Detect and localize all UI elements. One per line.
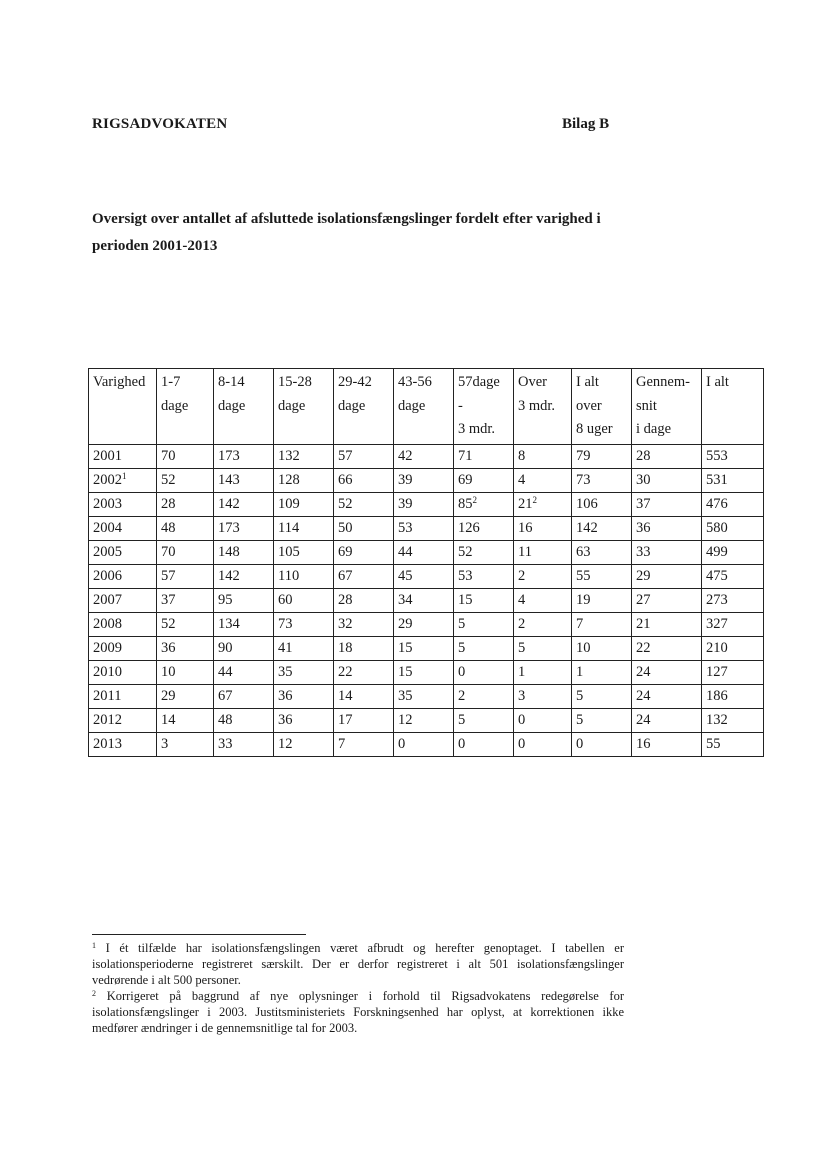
value-cell: 73 — [274, 612, 334, 636]
table-row — [89, 636, 764, 660]
value-cell: 48 — [157, 516, 214, 540]
value-cell: 44 — [214, 660, 274, 684]
value-cell: 70 — [157, 540, 214, 564]
isolation-table — [88, 368, 764, 757]
column-header-line: 3 mdr. — [518, 397, 556, 414]
value-cell: 2 — [454, 684, 514, 708]
value-cell: 24 — [632, 684, 702, 708]
value-cell: 53 — [394, 516, 454, 540]
column-header — [394, 369, 454, 445]
table-row — [89, 468, 764, 492]
value-cell: 29 — [632, 564, 702, 588]
value-cell: 52 — [334, 492, 394, 516]
value-cell: 18 — [334, 636, 394, 660]
value-cell: 36 — [274, 708, 334, 732]
value-cell: 32 — [334, 612, 394, 636]
value-cell: 5 — [454, 612, 514, 636]
value-cell: 114 — [274, 516, 334, 540]
value-cell: 14 — [157, 708, 214, 732]
value-cell: 24 — [632, 708, 702, 732]
value-cell: 55 — [572, 564, 632, 588]
table-row — [89, 612, 764, 636]
value-cell: 148 — [214, 540, 274, 564]
value-cell: 128 — [274, 468, 334, 492]
column-header-line: I alt — [706, 374, 729, 390]
value-cell: 173 — [214, 444, 274, 468]
value-cell: 69 — [334, 540, 394, 564]
value-cell: 52 — [157, 612, 214, 636]
table-row — [89, 444, 764, 468]
table-row — [89, 708, 764, 732]
value-cell: 5 — [514, 636, 572, 660]
column-header-line: 29-42 — [338, 374, 372, 390]
footnotes — [92, 940, 624, 1036]
value-cell: 33 — [632, 540, 702, 564]
column-header-line: dage — [278, 397, 306, 414]
value-cell: 52 — [157, 468, 214, 492]
table-row — [89, 492, 764, 516]
value-cell: 10 — [572, 636, 632, 660]
column-header-line: over — [576, 397, 602, 414]
value-cell: 60 — [274, 588, 334, 612]
table-row — [89, 660, 764, 684]
value-cell: 35 — [394, 684, 454, 708]
column-header-line: I alt — [576, 374, 599, 390]
value-cell: 7 — [572, 612, 632, 636]
value-cell: 553 — [702, 444, 764, 468]
footnote-2: $^2$ Korrigeret på baggrund af nye oplysninger i forhold til Rigsadvokatens redegørelse for isolationsfængslinger i 2003. Justitsministeriets Forskningsenhed har oplyst, at korrektionen ikke medfører ændringer i de gennemsnitlige tal for 2003. — [92, 989, 625, 1035]
value-cell: 173 — [214, 516, 274, 540]
year-cell: 2009 — [89, 636, 157, 660]
year-cell: 2007 — [89, 588, 157, 612]
value-cell: 10 — [157, 660, 214, 684]
value-cell: 8 — [514, 444, 572, 468]
column-header-line: - — [458, 397, 463, 414]
value-cell: 142 — [214, 564, 274, 588]
value-cell: 0 — [514, 708, 572, 732]
value-cell: 1 — [572, 660, 632, 684]
value-cell: 16 — [632, 732, 702, 756]
table-header-row — [89, 369, 764, 445]
value-cell: 109 — [274, 492, 334, 516]
value-cell: $21^2$ — [514, 492, 572, 516]
column-header-line: 3 mdr. — [458, 421, 496, 437]
value-cell: 67 — [214, 684, 274, 708]
column-header — [632, 369, 702, 445]
value-cell: 580 — [702, 516, 764, 540]
value-cell: 5 — [572, 684, 632, 708]
value-cell: 17 — [334, 708, 394, 732]
value-cell: 475 — [702, 564, 764, 588]
table-row — [89, 564, 764, 588]
value-cell: 36 — [632, 516, 702, 540]
column-header-line: 43-56 — [398, 374, 432, 390]
header-organization: RIGSADVOKATEN — [92, 116, 228, 132]
table-row — [89, 588, 764, 612]
value-cell: 186 — [702, 684, 764, 708]
column-header-line: snit — [636, 397, 657, 414]
value-cell: 41 — [274, 636, 334, 660]
value-cell: 50 — [334, 516, 394, 540]
column-header — [89, 369, 157, 445]
year-cell: 2013 — [89, 732, 157, 756]
value-cell: 55 — [702, 732, 764, 756]
value-cell: 105 — [274, 540, 334, 564]
value-cell: 73 — [572, 468, 632, 492]
value-cell: 132 — [274, 444, 334, 468]
column-header — [702, 369, 764, 445]
value-cell: 143 — [214, 468, 274, 492]
column-header-line: dage — [398, 397, 426, 414]
value-cell: 1 — [514, 660, 572, 684]
value-cell: 33 — [214, 732, 274, 756]
value-cell: 36 — [274, 684, 334, 708]
year-cell: 2012 — [89, 708, 157, 732]
value-cell: 28 — [334, 588, 394, 612]
table-row — [89, 732, 764, 756]
column-header-line: dage — [161, 397, 189, 414]
value-cell: 0 — [394, 732, 454, 756]
value-cell: 126 — [454, 516, 514, 540]
value-cell: 14 — [334, 684, 394, 708]
value-cell: 12 — [274, 732, 334, 756]
header-appendix-label: Bilag B — [562, 116, 610, 132]
value-cell: 142 — [214, 492, 274, 516]
column-header — [334, 369, 394, 445]
value-cell: 5 — [454, 708, 514, 732]
value-cell: $85^2$ — [454, 492, 514, 516]
year-cell: 2005 — [89, 540, 157, 564]
value-cell: 3 — [157, 732, 214, 756]
year-cell: 2008 — [89, 612, 157, 636]
value-cell: 15 — [394, 660, 454, 684]
value-cell: 90 — [214, 636, 274, 660]
value-cell: 39 — [394, 468, 454, 492]
value-cell: 0 — [454, 732, 514, 756]
value-cell: 15 — [454, 588, 514, 612]
value-cell: 69 — [454, 468, 514, 492]
year-cell: 2006 — [89, 564, 157, 588]
value-cell: 53 — [454, 564, 514, 588]
column-header — [572, 369, 632, 445]
value-cell: 7 — [334, 732, 394, 756]
value-cell: 134 — [214, 612, 274, 636]
column-header-line: 15-28 — [278, 374, 312, 390]
value-cell: 67 — [334, 564, 394, 588]
table-row — [89, 684, 764, 708]
value-cell: 28 — [632, 444, 702, 468]
column-header-line: 8-14 — [218, 374, 245, 390]
value-cell: 24 — [632, 660, 702, 684]
footnote-marker: 2 — [532, 494, 537, 505]
value-cell: 476 — [702, 492, 764, 516]
column-header-line: 8 uger — [576, 421, 613, 437]
year-cell: 2003 — [89, 492, 157, 516]
column-header — [454, 369, 514, 445]
table-row — [89, 540, 764, 564]
value-cell: 22 — [632, 636, 702, 660]
column-header-line: Gennem- — [636, 374, 690, 390]
value-cell: 273 — [702, 588, 764, 612]
year-cell: 2004 — [89, 516, 157, 540]
footnote-marker: 2 — [472, 494, 477, 505]
value-cell: 142 — [572, 516, 632, 540]
column-header-line: dage — [218, 397, 246, 414]
value-cell: 21 — [632, 612, 702, 636]
value-cell: 106 — [572, 492, 632, 516]
column-header-line: Varighed — [93, 374, 146, 390]
value-cell: 48 — [214, 708, 274, 732]
value-cell: 5 — [454, 636, 514, 660]
year-cell: 2001 — [89, 444, 157, 468]
value-cell: 19 — [572, 588, 632, 612]
value-cell: 0 — [454, 660, 514, 684]
year-cell: 2002$^1$ — [89, 468, 157, 492]
footnote-marker: 1 — [122, 470, 127, 481]
value-cell: 57 — [157, 564, 214, 588]
value-cell: 39 — [394, 492, 454, 516]
value-cell: 499 — [702, 540, 764, 564]
value-cell: 110 — [274, 564, 334, 588]
value-cell: 12 — [394, 708, 454, 732]
value-cell: 531 — [702, 468, 764, 492]
value-cell: 63 — [572, 540, 632, 564]
column-header-line: 1-7 — [161, 374, 181, 390]
value-cell: 70 — [157, 444, 214, 468]
column-header — [514, 369, 572, 445]
value-cell: 30 — [632, 468, 702, 492]
value-cell: 22 — [334, 660, 394, 684]
column-header-line: i dage — [636, 421, 672, 437]
document-title: Oversigt over antallet af afsluttede isolationsfængslinger fordelt efter varighed i perioden 2001-2013 — [92, 211, 601, 254]
value-cell: 34 — [394, 588, 454, 612]
value-cell: 95 — [214, 588, 274, 612]
value-cell: 45 — [394, 564, 454, 588]
value-cell: 132 — [702, 708, 764, 732]
footnote-divider — [92, 934, 306, 935]
value-cell: 37 — [632, 492, 702, 516]
value-cell: 44 — [394, 540, 454, 564]
column-header-line: 57dage — [458, 374, 500, 390]
column-header-line: Over — [518, 374, 547, 390]
value-cell: 327 — [702, 612, 764, 636]
value-cell: 42 — [394, 444, 454, 468]
value-cell: 52 — [454, 540, 514, 564]
value-cell: 2 — [514, 564, 572, 588]
value-cell: 29 — [157, 684, 214, 708]
value-cell: 4 — [514, 468, 572, 492]
year-cell: 2011 — [89, 684, 157, 708]
value-cell: 16 — [514, 516, 572, 540]
year-cell: 2010 — [89, 660, 157, 684]
value-cell: 210 — [702, 636, 764, 660]
value-cell: 0 — [514, 732, 572, 756]
value-cell: 79 — [572, 444, 632, 468]
column-header — [157, 369, 214, 445]
value-cell: 29 — [394, 612, 454, 636]
value-cell: 36 — [157, 636, 214, 660]
value-cell: 28 — [157, 492, 214, 516]
value-cell: 127 — [702, 660, 764, 684]
value-cell: 3 — [514, 684, 572, 708]
value-cell: 37 — [157, 588, 214, 612]
column-header — [274, 369, 334, 445]
value-cell: 5 — [572, 708, 632, 732]
value-cell: 71 — [454, 444, 514, 468]
column-header-line: dage — [338, 397, 366, 414]
value-cell: 0 — [572, 732, 632, 756]
value-cell: 66 — [334, 468, 394, 492]
value-cell: 27 — [632, 588, 702, 612]
value-cell: 11 — [514, 540, 572, 564]
value-cell: 35 — [274, 660, 334, 684]
value-cell: 4 — [514, 588, 572, 612]
value-cell: 15 — [394, 636, 454, 660]
value-cell: 2 — [514, 612, 572, 636]
footnote-1: $^1$ I ét tilfælde har isolationsfængslingen været afbrudt og herefter genoptaget. I tabellen er isolationsperioderne registreret særskilt. Der er derfor registreret i alt 501 isolationsfængslinger vedrørende i alt 500 personer. — [92, 941, 624, 987]
value-cell: 57 — [334, 444, 394, 468]
column-header — [214, 369, 274, 445]
table-row — [89, 516, 764, 540]
